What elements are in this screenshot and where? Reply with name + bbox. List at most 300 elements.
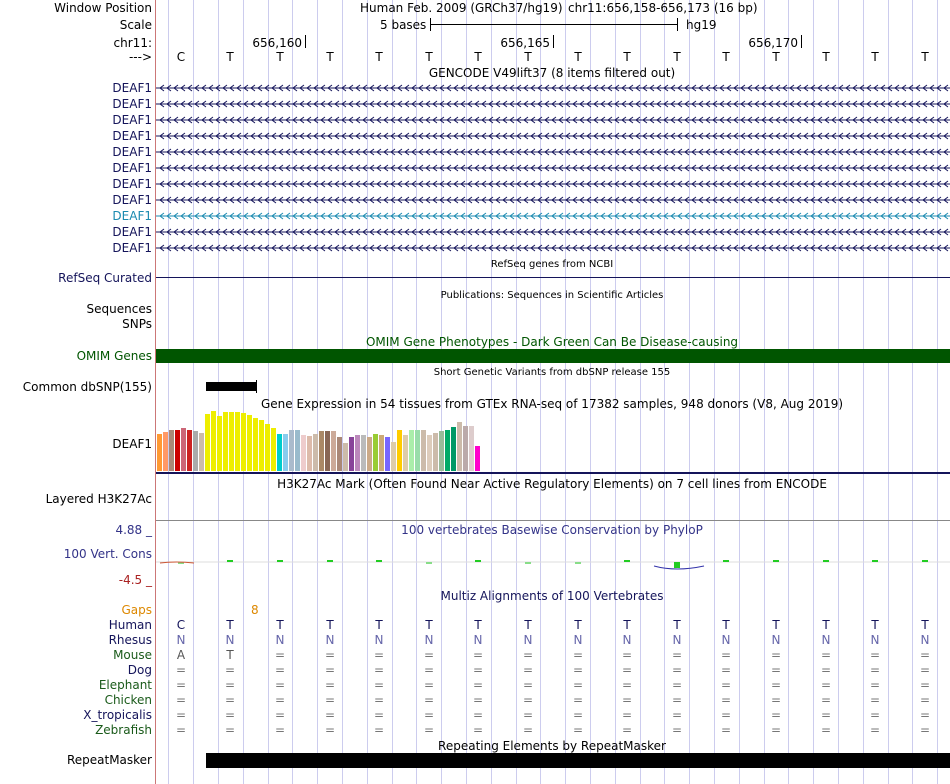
multiz-aligned-base: N	[920, 633, 930, 647]
ruler-coordinate: 656,165	[500, 36, 550, 50]
gencode-transcript-label[interactable]: DEAF1	[112, 209, 152, 223]
gencode-transcript-label[interactable]: DEAF1	[112, 129, 152, 143]
ruler-tick	[801, 35, 802, 48]
phylop-score-bar	[872, 560, 878, 562]
base-letter: T	[921, 50, 929, 64]
multiz-aligned-base: N	[672, 633, 682, 647]
scale-bar-right-tick	[677, 18, 678, 31]
gtex-tissue-bar[interactable]	[241, 413, 246, 471]
multiz-aligned-base: =	[869, 708, 881, 722]
multiz-aligned-base: =	[423, 708, 435, 722]
scale-label: Scale	[119, 18, 152, 32]
multiz-aligned-base: =	[324, 693, 336, 707]
gencode-transcript-line[interactable]	[156, 227, 950, 237]
multiz-aligned-base: =	[770, 678, 782, 692]
gtex-tissue-bar[interactable]	[403, 435, 408, 471]
base-letter: T	[623, 50, 631, 64]
base-letter: T	[524, 50, 532, 64]
multiz-aligned-base: =	[919, 678, 931, 692]
gencode-transcript-line[interactable]	[156, 179, 950, 189]
gtex-tissue-bar[interactable]	[349, 437, 354, 471]
assembly-title: Human Feb. 2009 (GRCh37/hg19)	[360, 1, 563, 15]
phylop-score-bar	[823, 560, 829, 562]
gtex-tissue-bar[interactable]	[457, 422, 462, 471]
gtex-tissue-bar[interactable]	[277, 434, 282, 471]
repeatmasker-element-bar[interactable]	[206, 753, 950, 768]
gtex-tissue-bar[interactable]	[235, 412, 240, 471]
base-letter: T	[722, 50, 730, 64]
gencode-intron-arrows	[156, 165, 950, 171]
gencode-transcript-line[interactable]	[156, 147, 950, 157]
multiz-aligned-base: N	[721, 633, 731, 647]
multiz-aligned-base: =	[522, 678, 534, 692]
scale-bar	[430, 24, 678, 25]
multiz-aligned-base: N	[771, 633, 781, 647]
gencode-transcript-label[interactable]: DEAF1	[112, 145, 152, 159]
gencode-transcript-label[interactable]: DEAF1	[112, 97, 152, 111]
gtex-tissue-bar[interactable]	[421, 430, 426, 471]
gtex-track-label[interactable]: DEAF1	[112, 437, 152, 451]
gtex-tissue-bar[interactable]	[229, 412, 234, 471]
multiz-aligned-base: =	[770, 723, 782, 737]
multiz-track-title: Multiz Alignments of 100 Vertebrates	[440, 589, 664, 603]
multiz-aligned-base: T	[822, 618, 830, 632]
multiz-gaps-value: 8	[251, 603, 259, 617]
gtex-tissue-bar[interactable]	[463, 426, 468, 471]
refseq-track-line[interactable]	[156, 277, 950, 278]
multiz-aligned-base: =	[373, 663, 385, 677]
multiz-aligned-base: =	[274, 678, 286, 692]
gtex-tissue-bar[interactable]	[391, 442, 396, 471]
gencode-transcript-label[interactable]: DEAF1	[112, 161, 152, 175]
phylop-score-bar	[624, 560, 630, 562]
multiz-aligned-base: T	[375, 618, 383, 632]
gtex-tissue-bar[interactable]	[307, 436, 312, 471]
base-letter: T	[425, 50, 433, 64]
gencode-intron-arrows	[156, 245, 950, 251]
multiz-aligned-base: T	[574, 618, 582, 632]
omim-track-label[interactable]: OMIM Genes	[76, 349, 152, 363]
base-letter: C	[176, 50, 186, 64]
gtex-tissue-bar[interactable]	[343, 443, 348, 471]
multiz-aligned-base: T	[474, 618, 482, 632]
ruler-coordinate: 656,170	[748, 36, 798, 50]
repeatmasker-track-label[interactable]: RepeatMasker	[66, 753, 152, 767]
multiz-aligned-base: C	[176, 618, 186, 632]
position-readout: chr11:656,158-656,173 (16 bp)	[568, 1, 758, 15]
gencode-transcript-label[interactable]: DEAF1	[112, 193, 152, 207]
multiz-aligned-base: N	[374, 633, 384, 647]
gtex-tissue-bar[interactable]	[193, 431, 198, 471]
multiz-aligned-base: =	[224, 723, 236, 737]
multiz-aligned-base: T	[673, 618, 681, 632]
multiz-aligned-base: T	[326, 618, 334, 632]
assembly-name: hg19	[686, 18, 717, 32]
multiz-aligned-base: =	[373, 693, 385, 707]
refseq-track-title: RefSeq genes from NCBI	[490, 259, 614, 270]
multiz-species-label[interactable]: X_tropicalis	[83, 708, 152, 722]
phylop-score-bar	[426, 562, 432, 564]
phylop-track-title: 100 vertebrates Basewise Conservation by PhyloP	[401, 523, 703, 537]
gencode-intron-arrows	[156, 181, 950, 187]
multiz-aligned-base: =	[869, 693, 881, 707]
base-letter: T	[574, 50, 582, 64]
gtex-tissue-bar[interactable]	[169, 430, 174, 471]
gtex-tissue-bar[interactable]	[283, 434, 288, 471]
multiz-aligned-base: =	[671, 708, 683, 722]
gtex-tissue-bar[interactable]	[379, 435, 384, 471]
multiz-species-label[interactable]: Zebrafish	[95, 723, 152, 737]
phylop-score-bar	[922, 560, 928, 562]
gtex-tissue-bar[interactable]	[445, 430, 450, 471]
phylop-score-bar	[277, 560, 283, 562]
multiz-aligned-base: N	[473, 633, 483, 647]
multiz-aligned-base: =	[472, 648, 484, 662]
multiz-aligned-base: =	[770, 693, 782, 707]
multiz-aligned-base: =	[621, 693, 633, 707]
base-letter: T	[474, 50, 482, 64]
multiz-aligned-base: =	[770, 708, 782, 722]
multiz-aligned-base: =	[175, 708, 187, 722]
gtex-tissue-bar[interactable]	[265, 424, 270, 471]
multiz-aligned-base: =	[423, 693, 435, 707]
base-letter: T	[673, 50, 681, 64]
multiz-aligned-base: N	[325, 633, 335, 647]
multiz-aligned-base: =	[274, 663, 286, 677]
multiz-species-label[interactable]: Mouse	[113, 648, 152, 662]
gtex-tissue-bar[interactable]	[475, 446, 480, 471]
omim-track-title: OMIM Gene Phenotypes - Dark Green Can Be Disease-causing	[365, 335, 739, 349]
phylop-max-label: 4.88 _	[115, 523, 152, 537]
phylop-score-bar	[525, 562, 531, 564]
dbsnp-track-label[interactable]: Common dbSNP(155)	[22, 380, 152, 394]
multiz-aligned-base: T	[871, 618, 879, 632]
h3k27ac-track-label[interactable]: Layered H3K27Ac	[45, 492, 152, 506]
multiz-aligned-base: =	[224, 663, 236, 677]
publications-track-title: Publications: Sequences in Scientific Articles	[440, 290, 664, 301]
gtex-tissue-bar[interactable]	[175, 430, 180, 471]
multiz-aligned-base: =	[423, 723, 435, 737]
phylop-track-label[interactable]: 100 Vert. Cons	[63, 547, 152, 561]
phylop-score-bar	[227, 560, 233, 562]
gencode-transcript-line[interactable]	[156, 163, 950, 173]
base-letter: T	[871, 50, 879, 64]
gtex-tissue-bar[interactable]	[247, 415, 252, 471]
multiz-aligned-base: =	[373, 678, 385, 692]
multiz-species-label[interactable]: Dog	[127, 663, 152, 677]
gtex-tissue-bar[interactable]	[337, 437, 342, 471]
gtex-tissue-bar[interactable]	[253, 418, 258, 471]
gtex-tissue-bar[interactable]	[199, 433, 204, 471]
multiz-aligned-base: =	[522, 663, 534, 677]
gencode-intron-arrows	[156, 101, 950, 107]
base-letter: T	[226, 50, 234, 64]
multiz-aligned-base: =	[572, 723, 584, 737]
multiz-aligned-base: =	[720, 663, 732, 677]
gtex-tissue-bar[interactable]	[163, 432, 168, 471]
gencode-track-title: GENCODE V49lift37 (8 items filtered out)	[428, 66, 676, 80]
multiz-aligned-base: =	[919, 693, 931, 707]
gtex-tissue-bar[interactable]	[385, 437, 390, 471]
dbsnp-variant-bar[interactable]	[206, 382, 256, 391]
multiz-aligned-base: =	[324, 663, 336, 677]
multiz-aligned-base: T	[524, 618, 532, 632]
dbsnp-variant-end-tick	[256, 380, 257, 393]
multiz-aligned-base: =	[919, 708, 931, 722]
repeatmasker-track-title: Repeating Elements by RepeatMasker	[438, 739, 666, 753]
multiz-aligned-base: =	[522, 648, 534, 662]
multiz-aligned-base: =	[671, 723, 683, 737]
multiz-aligned-base: =	[820, 663, 832, 677]
multiz-aligned-base: =	[324, 708, 336, 722]
gtex-tissue-bar[interactable]	[217, 416, 222, 471]
multiz-aligned-base: =	[472, 708, 484, 722]
multiz-aligned-base: =	[522, 723, 534, 737]
multiz-aligned-base: =	[621, 648, 633, 662]
gencode-transcript-line[interactable]	[156, 115, 950, 125]
gencode-intron-arrows	[156, 85, 950, 91]
gencode-transcript-label[interactable]: DEAF1	[112, 177, 152, 191]
multiz-aligned-base: =	[820, 693, 832, 707]
multiz-aligned-base: T	[921, 618, 929, 632]
multiz-aligned-base: N	[821, 633, 831, 647]
multiz-gaps-label: Gaps	[121, 603, 152, 617]
multiz-aligned-base: =	[621, 678, 633, 692]
multiz-aligned-base: =	[373, 648, 385, 662]
multiz-aligned-base: T	[226, 648, 234, 662]
gtex-tissue-bar[interactable]	[397, 430, 402, 471]
multiz-aligned-base: =	[522, 693, 534, 707]
multiz-aligned-base: =	[770, 648, 782, 662]
phylop-conservation-plot[interactable]	[156, 548, 950, 578]
multiz-aligned-base: =	[274, 648, 286, 662]
multiz-aligned-base: T	[226, 618, 234, 632]
multiz-aligned-base: T	[772, 618, 780, 632]
multiz-aligned-base: =	[572, 678, 584, 692]
multiz-aligned-base: =	[720, 693, 732, 707]
gencode-intron-arrows	[156, 197, 950, 203]
phylop-score-bar	[723, 560, 729, 562]
gtex-tissue-bar[interactable]	[181, 428, 186, 471]
refseq-track-label[interactable]: RefSeq Curated	[58, 271, 152, 285]
base-letter: T	[276, 50, 284, 64]
gencode-transcript-label[interactable]: DEAF1	[112, 225, 152, 239]
multiz-species-label[interactable]: Rhesus	[108, 633, 152, 647]
gtex-tissue-bar[interactable]	[313, 434, 318, 471]
multiz-aligned-base: =	[720, 648, 732, 662]
multiz-aligned-base: =	[720, 723, 732, 737]
multiz-aligned-base: =	[820, 723, 832, 737]
multiz-aligned-base: =	[522, 708, 534, 722]
multiz-aligned-base: =	[820, 648, 832, 662]
base-letter: T	[375, 50, 383, 64]
multiz-aligned-base: =	[324, 723, 336, 737]
gtex-tissue-bar[interactable]	[361, 435, 366, 471]
scale-text: 5 bases	[380, 18, 427, 32]
phylop-score-bar	[674, 562, 680, 568]
phylop-score-bar	[475, 560, 481, 562]
multiz-aligned-base: =	[175, 678, 187, 692]
multiz-aligned-base: =	[820, 678, 832, 692]
multiz-aligned-base: =	[472, 663, 484, 677]
gtex-tissue-bar[interactable]	[325, 431, 330, 471]
chrom-label: chr11:	[113, 36, 152, 50]
multiz-aligned-base: =	[373, 708, 385, 722]
multiz-aligned-base: =	[621, 723, 633, 737]
gtex-tissue-bar[interactable]	[373, 434, 378, 471]
multiz-aligned-base: =	[175, 693, 187, 707]
multiz-aligned-base: N	[176, 633, 186, 647]
gencode-intron-arrows	[156, 117, 950, 123]
scale-bar-left-tick	[430, 18, 431, 31]
gtex-tissue-bar[interactable]	[451, 427, 456, 471]
gtex-tissue-bar[interactable]	[433, 433, 438, 471]
multiz-aligned-base: =	[671, 648, 683, 662]
multiz-species-label[interactable]: Elephant	[98, 678, 152, 692]
phylop-negative-trace	[160, 562, 194, 563]
multiz-species-label[interactable]: Chicken	[104, 693, 152, 707]
phylop-score-bar	[327, 560, 333, 562]
gtex-tissue-bar[interactable]	[319, 431, 324, 471]
multiz-aligned-base: A	[176, 648, 186, 662]
multiz-aligned-base: =	[671, 678, 683, 692]
phylop-score-bar	[773, 560, 779, 562]
strand-label: --->	[128, 50, 152, 64]
multiz-aligned-base: N	[225, 633, 235, 647]
multiz-aligned-base: =	[869, 678, 881, 692]
gtex-tissue-bar[interactable]	[211, 411, 216, 471]
base-letter: T	[822, 50, 830, 64]
multiz-aligned-base: =	[869, 648, 881, 662]
multiz-aligned-base: N	[424, 633, 434, 647]
multiz-aligned-base: =	[224, 693, 236, 707]
gencode-transcript-label[interactable]: DEAF1	[112, 81, 152, 95]
gtex-tissue-bar[interactable]	[187, 430, 192, 471]
multiz-aligned-base: =	[869, 663, 881, 677]
multiz-aligned-base: T	[623, 618, 631, 632]
multiz-aligned-base: =	[572, 663, 584, 677]
publications-snps-label[interactable]: SNPs	[122, 317, 152, 331]
gencode-transcript-line[interactable]	[156, 211, 950, 221]
multiz-aligned-base: =	[671, 663, 683, 677]
ruler-tick	[553, 35, 554, 48]
multiz-aligned-base: =	[720, 708, 732, 722]
window-position-label: Window Position	[54, 1, 152, 15]
multiz-aligned-base: T	[276, 618, 284, 632]
gtex-tissue-bar[interactable]	[157, 434, 162, 471]
omim-gene-bar[interactable]	[156, 349, 950, 363]
gtex-tissue-bar[interactable]	[205, 414, 210, 471]
multiz-aligned-base: =	[423, 648, 435, 662]
gtex-tissue-bar[interactable]	[289, 430, 294, 471]
gtex-tissue-bar[interactable]	[223, 412, 228, 471]
multiz-aligned-base: =	[224, 708, 236, 722]
multiz-aligned-base: =	[919, 648, 931, 662]
multiz-aligned-base: =	[224, 678, 236, 692]
gencode-transcript-label[interactable]: DEAF1	[112, 241, 152, 255]
gtex-tissue-bar[interactable]	[439, 431, 444, 471]
base-letter: T	[326, 50, 334, 64]
multiz-aligned-base: =	[720, 678, 732, 692]
gtex-tissue-bar[interactable]	[367, 437, 372, 471]
phylop-score-bar	[575, 562, 581, 564]
ruler-coordinate: 656,160	[252, 36, 302, 50]
gencode-intron-arrows	[156, 229, 950, 235]
gencode-transcript-line[interactable]	[156, 83, 950, 93]
multiz-aligned-base: =	[472, 723, 484, 737]
multiz-aligned-base: =	[869, 723, 881, 737]
multiz-aligned-base: =	[671, 693, 683, 707]
multiz-aligned-base: T	[425, 618, 433, 632]
gtex-tissue-bar[interactable]	[415, 430, 420, 471]
multiz-aligned-base: =	[423, 678, 435, 692]
multiz-aligned-base: =	[572, 648, 584, 662]
gtex-tissue-bar[interactable]	[301, 435, 306, 471]
multiz-aligned-base: =	[472, 678, 484, 692]
gencode-transcript-line[interactable]	[156, 131, 950, 141]
multiz-aligned-base: =	[621, 708, 633, 722]
multiz-aligned-base: N	[275, 633, 285, 647]
multiz-aligned-base: =	[324, 678, 336, 692]
gencode-transcript-line[interactable]	[156, 243, 950, 253]
multiz-aligned-base: =	[274, 708, 286, 722]
multiz-aligned-base: =	[572, 693, 584, 707]
multiz-aligned-base: =	[175, 723, 187, 737]
gtex-track-baseline	[156, 472, 950, 474]
gtex-tissue-bar[interactable]	[295, 430, 300, 471]
multiz-aligned-base: =	[919, 723, 931, 737]
h3k27ac-track-title: H3K27Ac Mark (Often Found Near Active Regulatory Elements) on 7 cell lines from ENCODE	[277, 477, 827, 491]
gtex-track-title: Gene Expression in 54 tissues from GTEx RNA-seq of 17382 samples, 948 donors (V8, Aug 2019)	[260, 397, 844, 411]
multiz-aligned-base: =	[274, 693, 286, 707]
gencode-transcript-line[interactable]	[156, 99, 950, 109]
gtex-tissue-bar[interactable]	[271, 428, 276, 471]
multiz-aligned-base: N	[573, 633, 583, 647]
multiz-aligned-base: N	[523, 633, 533, 647]
multiz-aligned-base: =	[324, 648, 336, 662]
multiz-aligned-base: =	[175, 663, 187, 677]
gencode-intron-arrows	[156, 213, 950, 219]
multiz-aligned-base: =	[820, 708, 832, 722]
publications-sequences-label[interactable]: Sequences	[86, 302, 152, 316]
multiz-aligned-base: =	[572, 708, 584, 722]
gencode-transcript-line[interactable]	[156, 195, 950, 205]
gtex-tissue-bar[interactable]	[331, 431, 336, 471]
gencode-intron-arrows	[156, 133, 950, 139]
gtex-tissue-bar[interactable]	[409, 430, 414, 471]
multiz-aligned-base: N	[622, 633, 632, 647]
ruler-tick	[305, 35, 306, 48]
dbsnp-track-title: Short Genetic Variants from dbSNP release 155	[433, 367, 671, 378]
multiz-aligned-base: N	[870, 633, 880, 647]
gtex-tissue-bar[interactable]	[427, 435, 432, 471]
phylop-score-bar	[376, 560, 382, 562]
multiz-aligned-base: =	[373, 723, 385, 737]
gtex-tissue-bar[interactable]	[355, 435, 360, 471]
multiz-aligned-base: =	[472, 693, 484, 707]
gencode-intron-arrows	[156, 149, 950, 155]
multiz-aligned-base: =	[621, 663, 633, 677]
multiz-aligned-base: =	[423, 663, 435, 677]
multiz-species-label[interactable]: Human	[108, 618, 152, 632]
base-letter: T	[772, 50, 780, 64]
h3k27ac-track-baseline	[156, 520, 950, 521]
multiz-aligned-base: =	[770, 663, 782, 677]
multiz-aligned-base: T	[722, 618, 730, 632]
gtex-tissue-bar[interactable]	[469, 426, 474, 471]
gencode-transcript-label[interactable]: DEAF1	[112, 113, 152, 127]
gtex-tissue-bar[interactable]	[259, 420, 264, 471]
